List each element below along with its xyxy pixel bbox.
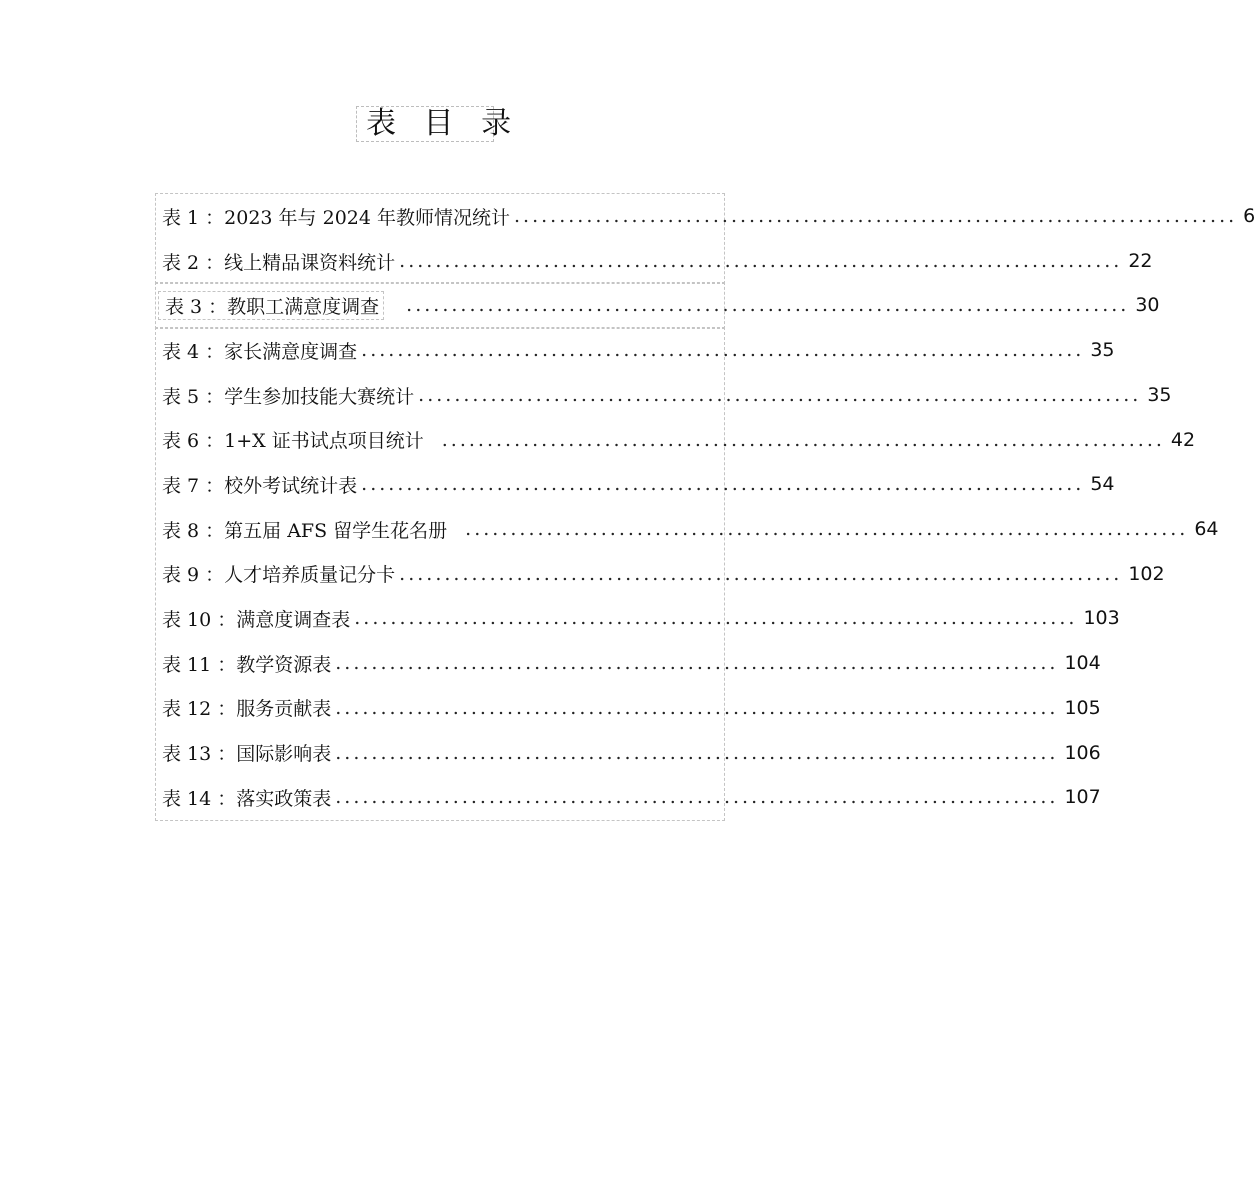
toc-block-2 [155, 282, 1160, 329]
dot-leader: ................................................................................ [361, 339, 1085, 362]
toc-entry-page: 102 [1128, 562, 1165, 585]
dot-leader: ................................................................................ [418, 384, 1142, 407]
toc-entry-label: 表 11 ：教学资源表 [156, 650, 331, 677]
toc-entry-label: 表 8 ：第五届 AFS 留学生花名册 [156, 516, 447, 543]
toc-entry-label: 表 12 ：服务贡献表 [156, 694, 331, 721]
toc-entry-page: 35 [1090, 339, 1115, 362]
dot-leader: ................................................................................ [335, 741, 1059, 764]
toc-entry-10[interactable] [156, 596, 1120, 641]
toc-entry-8[interactable] [156, 507, 1219, 552]
toc-entry-11[interactable] [156, 641, 1101, 686]
toc-entry-label: 表 4 ：家长满意度调查 [156, 337, 357, 364]
toc-block-3 [155, 327, 1219, 821]
page-title: 表 目 录 [356, 106, 494, 142]
toc-entry-page: 30 [1135, 294, 1160, 317]
toc-entry-page: 42 [1170, 428, 1196, 451]
dot-leader: ................................................................................ [406, 294, 1130, 317]
toc-entry-label: 表 10 ：满意度调查表 [156, 605, 350, 632]
toc-entry-3[interactable] [156, 283, 1160, 328]
toc-entry-label: 表 14 ：落实政策表 [156, 784, 331, 811]
toc-entry-4[interactable] [156, 328, 1115, 373]
toc-entry-5[interactable] [156, 373, 1172, 418]
toc-entry-page: 6 [1243, 205, 1256, 228]
toc-entry-13[interactable] [156, 730, 1101, 775]
toc-entry-7[interactable] [156, 462, 1115, 507]
toc-entry-page: 107 [1064, 786, 1101, 809]
toc-entry-page: 64 [1194, 518, 1219, 541]
dot-leader: ................................................................................ [441, 428, 1165, 451]
toc-entry-2[interactable] [156, 239, 1153, 284]
toc-entry-page: 106 [1064, 741, 1101, 764]
dot-leader: ................................................................................ [399, 562, 1123, 585]
dot-leader: ................................................................................ [361, 473, 1085, 496]
toc-entry-label: 表 13 ：国际影响表 [156, 739, 331, 766]
dot-leader: ................................................................................ [354, 607, 1078, 630]
toc-entry-page: 105 [1064, 696, 1101, 719]
dot-leader: ................................................................................ [465, 518, 1189, 541]
toc-entry-page: 103 [1083, 607, 1120, 630]
toc-entry-label: 表 6 ：1+X 证书试点项目统计 [156, 426, 424, 453]
toc-block-1 [155, 193, 1256, 284]
dot-leader: ................................................................................ [399, 250, 1123, 273]
toc-entry-9[interactable] [156, 551, 1165, 596]
dot-leader: ................................................................................ [335, 786, 1059, 809]
toc-entry-label: 表 3 ：教职工满意度调查 [158, 291, 384, 320]
toc-entry-label: 表 5 ：学生参加技能大赛统计 [156, 382, 414, 409]
dot-leader: ................................................................................ [335, 696, 1059, 719]
toc-entry-page: 22 [1128, 250, 1153, 273]
toc-entry-12[interactable] [156, 686, 1101, 731]
toc-entry-page: 54 [1090, 473, 1115, 496]
toc-entry-label: 表 9 ：人才培养质量记分卡 [156, 560, 395, 587]
toc-entry-page: 35 [1147, 384, 1172, 407]
toc-entry-1[interactable] [156, 194, 1256, 239]
dot-leader: ................................................................................ [514, 205, 1238, 228]
toc-entry-14[interactable] [156, 775, 1101, 820]
toc-entry-page: 104 [1064, 652, 1101, 675]
toc-entry-label: 表 1 ：2023 年与 2024 年教师情况统计 [156, 203, 510, 230]
toc-entry-6[interactable] [156, 417, 1196, 462]
dot-leader: ................................................................................ [335, 652, 1059, 675]
toc-entry-label: 表 7 ：校外考试统计表 [156, 471, 357, 498]
toc-entry-label: 表 2 ：线上精品课资料统计 [156, 248, 395, 275]
